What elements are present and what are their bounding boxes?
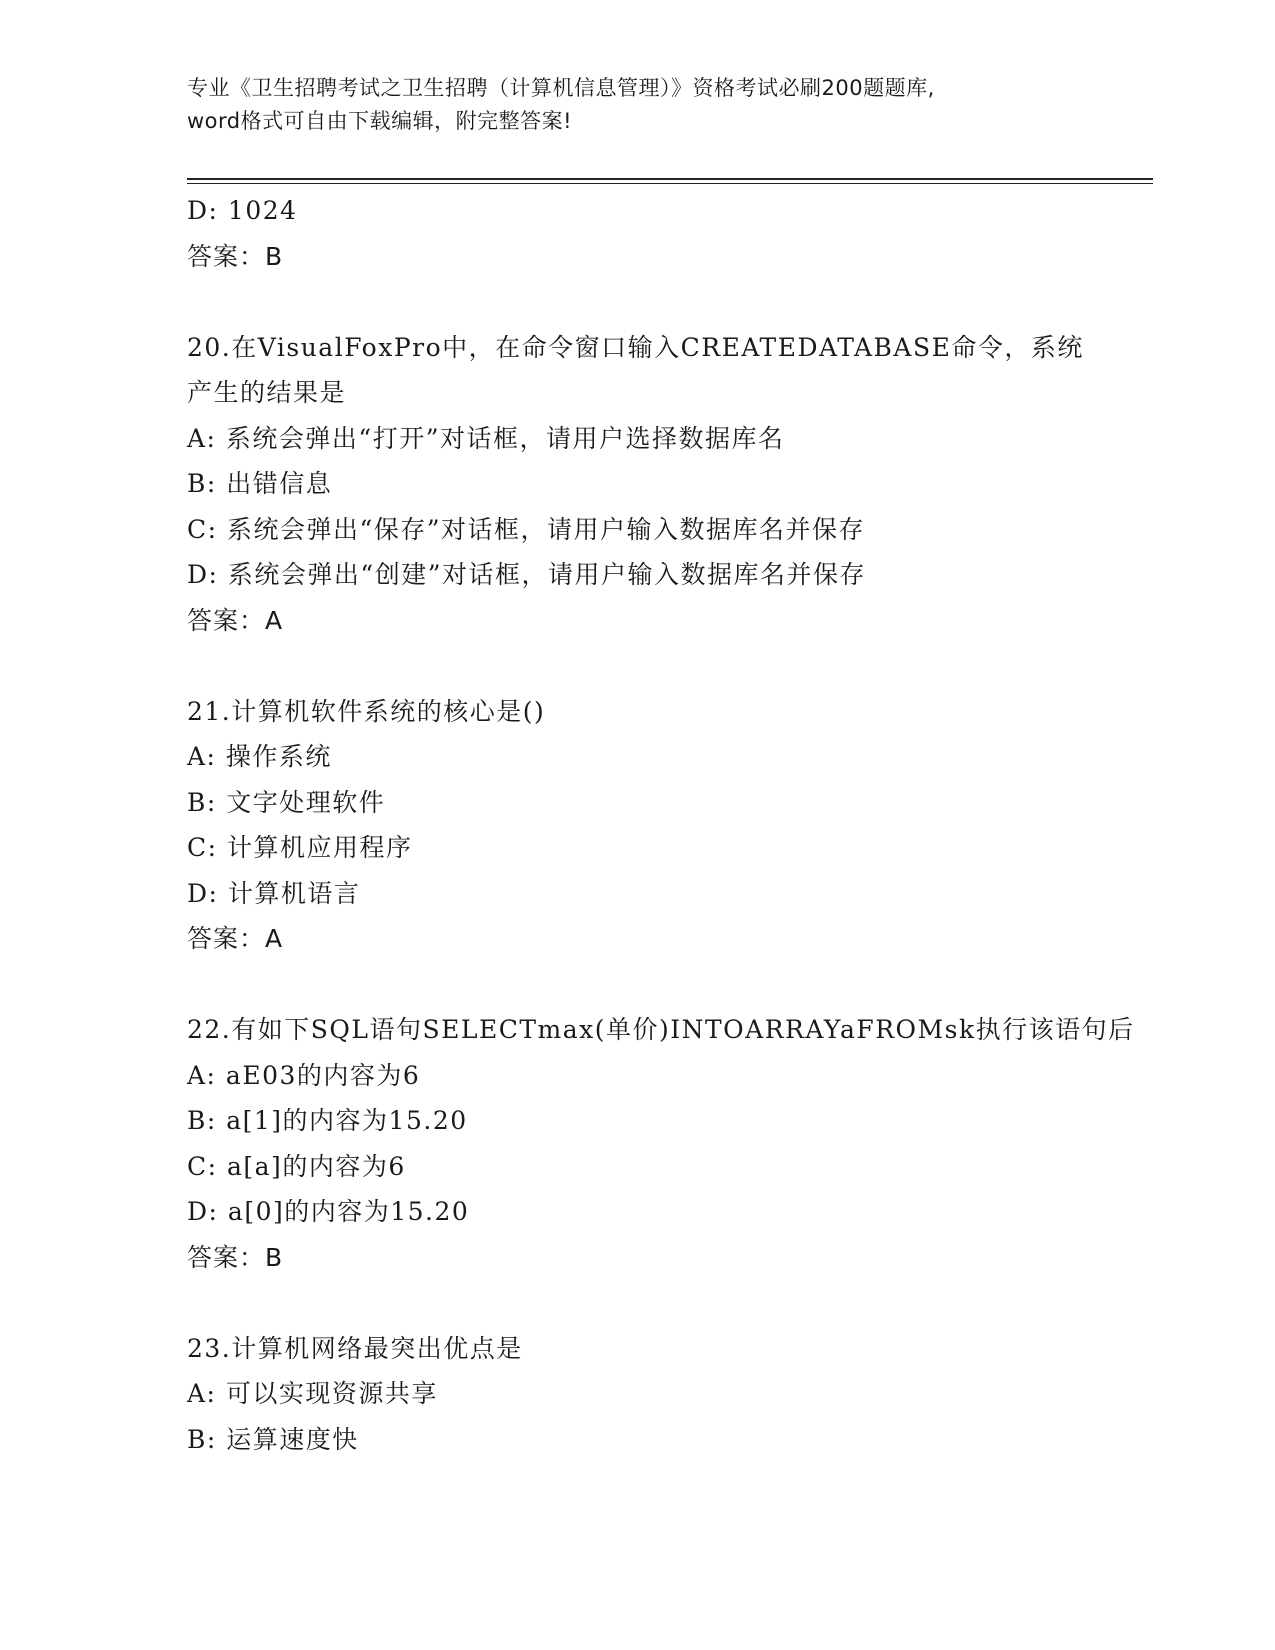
q22-option-c: C: a[a]的内容为6 [187,1151,406,1181]
q20-stem-line-2: 产生的结果是 [187,378,347,407]
question-20 [187,325,1153,644]
question-21 [187,689,1153,962]
q21-answer: 答案：A [187,924,284,953]
q21-option-c: C: 计算机应用程序 [187,833,413,862]
header-divider-thick [187,178,1153,180]
header-line-1: 专业《卫生招聘考试之卫生招聘（计算机信息管理）》资格考试必刷200题题库, [187,76,935,100]
q22-stem: 22.有如下SQL语句SELECTmax(单价)INTOARRAYaFROMsk执行该语句后 [187,1015,1135,1044]
q23-stem: 23.计算机网络最突出优点是 [187,1333,523,1363]
q20-option-c: C: 系统会弹出“保存”对话框，请用户输入数据库名并保存 [187,514,866,544]
q21-option-d: D: 计算机语言 [187,878,361,908]
q20-option-b: B: 出错信息 [187,469,333,498]
spacer [187,962,1153,1008]
q22-option-a: A: aE03的内容为6 [187,1060,421,1090]
q23-option-a: A: 可以实现资源共享 [187,1379,438,1408]
q21-option-b: B: 文字处理软件 [187,787,386,817]
document-header [187,72,1067,138]
question-22 [187,1007,1153,1280]
question-23 [187,1326,1153,1463]
q21-option-a: A: 操作系统 [187,742,332,771]
q20-stem-line-1: 20.在VisualFoxPro中，在命令窗口输入CREATEDATABASE命令，系统 [187,332,1084,362]
q19-option-d: D: 1024 [187,196,298,225]
q23-option-b: B: 运算速度快 [187,1424,359,1454]
q22-option-d: D: a[0]的内容为15.20 [187,1197,470,1226]
q20-answer: 答案：A [187,605,284,635]
header-divider-thin [187,183,1153,184]
q19-answer: 答案：B [187,241,284,271]
q20-option-a: A: 系统会弹出“打开”对话框，请用户选择数据库名 [187,423,785,453]
q21-stem: 21.计算机软件系统的核心是() [187,696,546,726]
q22-option-b: B: a[1]的内容为15.20 [187,1106,468,1135]
question-content [187,188,1153,1462]
header-line-2: word格式可自由下载编辑，附完整答案! [187,109,573,133]
spacer [187,1280,1153,1326]
q22-answer: 答案：B [187,1242,284,1272]
q20-option-d: D: 系统会弹出“创建”对话框，请用户输入数据库名并保存 [187,560,866,589]
spacer [187,279,1153,325]
spacer [187,643,1153,689]
